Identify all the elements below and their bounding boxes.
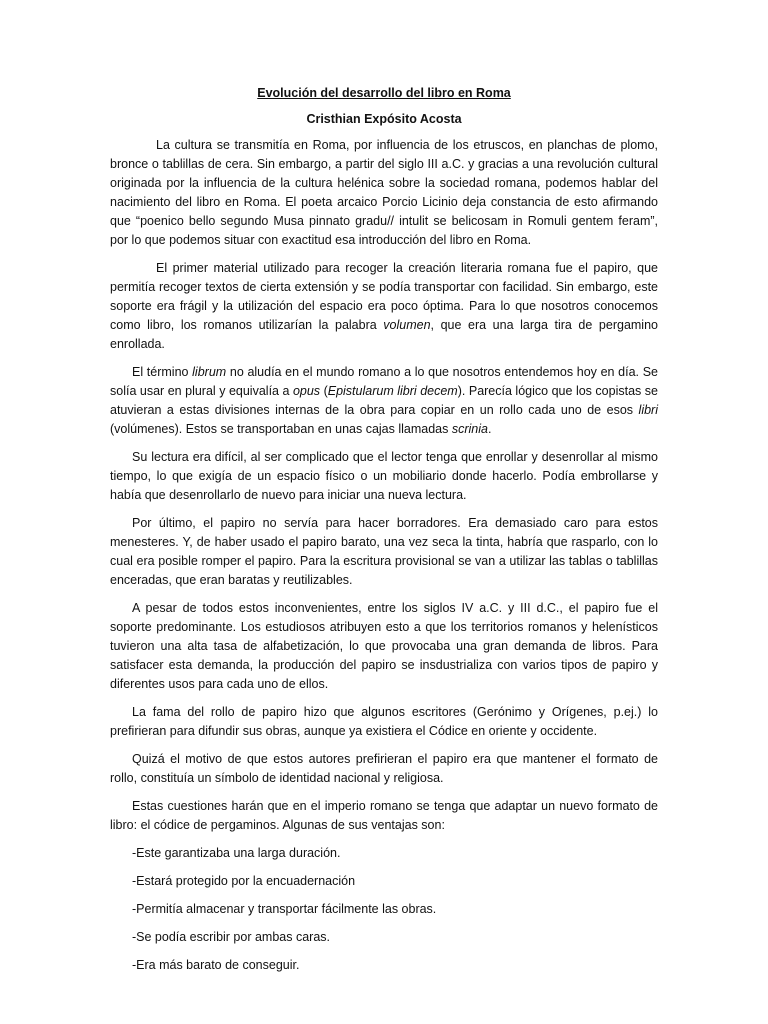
paragraph-4: Su lectura era difícil, al ser complicado que el lector tenga que enrollar y desenrollar al mismo tiempo, lo que exigía de un espacio físico o un mobiliario donde hacerlo. Podía embrollarse y había que desenrollarlo de nuevo para iniciar una nueva lectura. bbox=[110, 450, 658, 502]
list-item: -Este garantizaba una larga duración. bbox=[132, 846, 341, 860]
paragraph-7: La fama del rollo de papiro hizo que algunos escritores (Gerónimo y Orígenes, p.ej.) lo prefirieran para difundir sus obras, aunque ya existiera el Códice en oriente y occidente. bbox=[110, 705, 658, 738]
advantages-list bbox=[110, 844, 658, 975]
document-author: Cristhian Expósito Acosta bbox=[306, 112, 462, 126]
document-title: Evolución del desarrollo del libro en Roma bbox=[257, 86, 511, 100]
list-item: -Permitía almacenar y transportar fácilmente las obras. bbox=[132, 902, 437, 916]
paragraph-3: El término librum no aludía en el mundo romano a lo que nosotros entendemos hoy en día. Se solía usar en plural y equivalía a opus (Epistularum libri decem). Parecía lógico que los copistas se atuvieran a estas divisiones internas de la obra para copiar en un rollo cada uno de esos libri (volúmenes). Estos se transportaban en unas cajas llamadas scrinia. bbox=[110, 365, 658, 436]
list-item: -Se podía escribir por ambas caras. bbox=[132, 930, 331, 944]
document-page bbox=[110, 84, 658, 984]
paragraph-2: El primer material utilizado para recoger la creación literaria romana fue el papiro, que permitía recoger textos de cierta extensión y se podía transportar con facilidad. Sin embargo, este soporte era frágil y la utilización del espacio era poco óptima. Para lo que nosotros conocemos como libro, los romanos utilizarían la palabra volumen, que era una larga tira de pergamino enrollada. bbox=[110, 261, 658, 351]
list-item: -Era más barato de conseguir. bbox=[132, 958, 300, 972]
paragraph-6: A pesar de todos estos inconvenientes, entre los siglos IV a.C. y III d.C., el papiro fue el soporte predominante. Los estudiosos atribuyen esto a que los territorios romanos y helenísticos tuvieron una alta tasa de alfabetización, lo que provocaba una gran demanda de libros. Para satisfacer esta demanda, la producción del papiro se insdustrializa con varios tipos de papiro y diferentes usos para cada uno de ellos. bbox=[110, 601, 658, 691]
list-item: -Estará protegido por la encuadernación bbox=[132, 874, 356, 888]
paragraph-5: Por último, el papiro no servía para hacer borradores. Era demasiado caro para estos menesteres. Y, de haber usado el papiro barato, una vez seca la tinta, habría que rasparlo, con lo cual era posible romper el papiro. Para la escritura provisional se van a utilizar las tablas o tablillas enceradas, que eran baratas y reutilizables. bbox=[110, 516, 658, 587]
paragraph-8: Quizá el motivo de que estos autores prefirieran el papiro era que mantener el formato de rollo, constituía un símbolo de identidad nacional y religiosa. bbox=[110, 752, 658, 785]
paragraph-9: Estas cuestiones harán que en el imperio romano se tenga que adaptar un nuevo formato de libro: el códice de pergaminos. Algunas de sus ventajas son: bbox=[110, 799, 658, 832]
paragraph-1: La cultura se transmitía en Roma, por influencia de los etruscos, en planchas de plomo, bronce o tablillas de cera. Sin embargo, a partir del siglo III a.C. y gracias a una revolución cultural originada por la influencia de la cultura helénica sobre la sociedad romana, podemos hablar del nacimiento del libro en Roma. El poeta arcaico Porcio Licinio deja constancia de esto afirmando que “poenico bello segundo Musa pinnato gradu// intulit se belicosam in Romuli gentem feram”, por lo que podemos situar con exactitud esa introducción del libro en Roma. bbox=[110, 138, 658, 247]
